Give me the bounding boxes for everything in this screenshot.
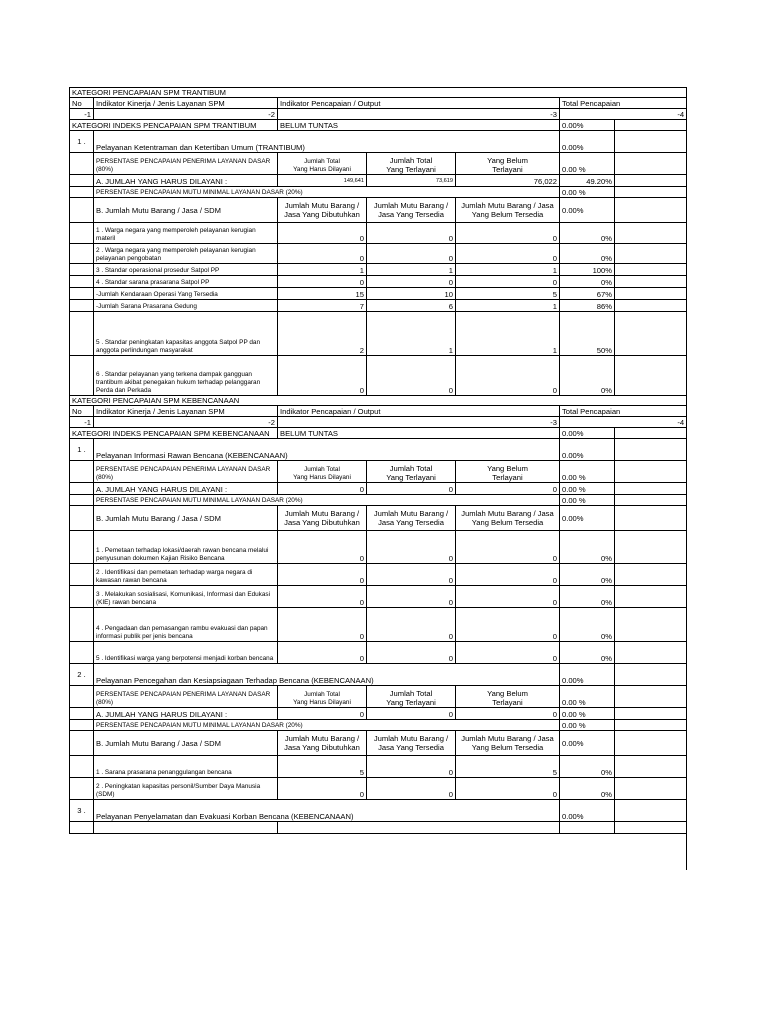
- value-tersedia: 6: [367, 300, 456, 312]
- blank-row: [70, 822, 687, 834]
- indicator-label: 2 . Warga negara yang memperoleh pelayanan kerugian pelayanan pengobatan: [94, 244, 278, 264]
- value-dibutuhkan: 0: [278, 223, 367, 244]
- header-line: Yang Belum: [487, 689, 528, 698]
- index-status: BELUM TUNTAS: [278, 120, 560, 131]
- index-value: 0.00%: [560, 428, 615, 439]
- col-belum: [456, 153, 560, 175]
- value-belum-tersedia: 0: [456, 356, 560, 396]
- empty-cell: [615, 300, 687, 312]
- value-tersedia: 1: [367, 312, 456, 356]
- value-belum-tersedia: 1: [456, 264, 560, 276]
- empty-cell: [70, 731, 94, 756]
- indicator-label: 5 . Standar peningkatan kapasitas anggota Satpol PP dan anggota perlindungan masyarakat: [94, 312, 278, 356]
- value-belum-tersedia: 0: [456, 586, 560, 608]
- header-line: Jumlah Total: [389, 156, 433, 165]
- col-total-harus: [278, 686, 367, 708]
- empty-cell: [615, 564, 687, 586]
- penerima-label: PERSENTASE PENCAPAIAN PENERIMA LAYANAN DASAR (80%): [94, 461, 278, 483]
- column-number-row: [70, 109, 687, 120]
- empty-cell: [70, 506, 94, 531]
- service-row: [70, 800, 687, 822]
- service-name: Pelayanan Pencegahan dan Kesiapsiagaan Terhadap Bencana (KEBENCANAAN): [94, 664, 560, 686]
- spm-table: [69, 87, 687, 834]
- value-terlayani: 0: [367, 483, 456, 495]
- header-line: Jumlah Total: [389, 464, 433, 473]
- header-line: Yang Harus Dilayani: [293, 474, 351, 481]
- section-title: KATEGORI PENCAPAIAN SPM TRANTIBUM: [70, 88, 687, 98]
- value-pct: 67%: [560, 288, 615, 300]
- value-belum: 0: [456, 708, 560, 720]
- empty-cell: [70, 586, 94, 608]
- empty-cell: [70, 495, 94, 506]
- value-tersedia: 0: [367, 356, 456, 396]
- header-line: Yang Terlayani: [386, 473, 436, 482]
- value-pct: 0%: [560, 564, 615, 586]
- section-title-row: [70, 88, 687, 98]
- empty-cell: [615, 495, 687, 506]
- empty-cell: [70, 531, 94, 564]
- column-header-row: [70, 98, 687, 109]
- mutu-header-row: [70, 731, 687, 756]
- value-tersedia: 0: [367, 756, 456, 778]
- empty-cell: [615, 120, 687, 131]
- indicator-label: 5 . Identifikasi warga yang berpotensi menjadi korban bencana: [94, 642, 278, 664]
- mutu-pct-row: [70, 187, 687, 198]
- value-tersedia: 0: [367, 564, 456, 586]
- empty-cell: [70, 642, 94, 664]
- value-belum-tersedia: 0: [456, 564, 560, 586]
- header-line: Jumlah Total: [389, 689, 433, 698]
- penerima-row: [70, 461, 687, 483]
- empty-cell: [278, 822, 560, 834]
- jumlah-harus-row: [70, 708, 687, 720]
- value-terlayani: 0: [367, 708, 456, 720]
- value-dibutuhkan: 0: [278, 244, 367, 264]
- empty-cell: [615, 778, 687, 800]
- value-dibutuhkan: 5: [278, 756, 367, 778]
- value-dibutuhkan: 7: [278, 300, 367, 312]
- empty-cell: [615, 708, 687, 720]
- service-pct: 0.00%: [560, 439, 615, 461]
- penerima-pct: 0.00 %: [560, 153, 615, 175]
- mutu-pct: 0.00 %: [560, 187, 615, 198]
- col-total-terlayani: [367, 686, 456, 708]
- value-tersedia: 1: [367, 264, 456, 276]
- value-tersedia: 0: [367, 642, 456, 664]
- indicator-row: [70, 642, 687, 664]
- value-dibutuhkan: 0: [278, 586, 367, 608]
- empty-cell: [94, 822, 278, 834]
- empty-cell: [615, 731, 687, 756]
- indicator-row: [70, 778, 687, 800]
- value-belum-tersedia: 0: [456, 276, 560, 288]
- service-name: Pelayanan Informasi Rawan Bencana (KEBENCANAAN): [94, 439, 560, 461]
- jumlah-harus-label: A. JUMLAH YANG HARUS DILAYANI :: [94, 483, 278, 495]
- value-pct: 0%: [560, 276, 615, 288]
- col-no-header: No: [70, 406, 94, 417]
- index-status: BELUM TUNTAS: [278, 428, 560, 439]
- mutu-pct-row: [70, 720, 687, 731]
- empty-cell: [70, 187, 94, 198]
- mutu-col-tersedia: Jumlah Mutu Barang / Jasa Yang Tersedia: [367, 506, 456, 531]
- empty-cell: [615, 153, 687, 175]
- b-pct: 0.00%: [560, 731, 615, 756]
- value-harus: 149,641: [278, 175, 367, 187]
- empty-cell: [70, 276, 94, 288]
- col-belum: [456, 461, 560, 483]
- col-number: -2: [94, 109, 278, 120]
- empty-cell: [615, 686, 687, 708]
- indicator-row: [70, 531, 687, 564]
- empty-cell: [70, 708, 94, 720]
- header-line: Terlayani: [492, 698, 523, 707]
- col-total-header: Total Pencapaian: [560, 406, 687, 417]
- mutu-label: PERSENTASE PENCAPAIAN MUTU MINIMAL LAYANAN DASAR (20%): [94, 495, 560, 506]
- indicator-label: 1 . Sarana prasarana penanggulangan bencana: [94, 756, 278, 778]
- value-tersedia: 0: [367, 223, 456, 244]
- indicator-row: [70, 608, 687, 642]
- penerima-pct: 0.00 %: [560, 461, 615, 483]
- value-dibutuhkan: 0: [278, 608, 367, 642]
- b-label: B. Jumlah Mutu Barang / Jasa / SDM: [94, 198, 278, 223]
- empty-cell: [615, 198, 687, 223]
- value-tersedia: 0: [367, 244, 456, 264]
- col-number: -3: [278, 417, 560, 428]
- empty-cell: [70, 244, 94, 264]
- index-value: 0.00%: [560, 120, 615, 131]
- spm-spreadsheet: [69, 87, 686, 834]
- indicator-label: 6 . Standar pelayanan yang terkena dampak gangguan trantibum akibat penegakan hukum terhadap pelanggaran Perda dan Perkada: [94, 356, 278, 396]
- indicator-row: [70, 586, 687, 608]
- value-belum-tersedia: 0: [456, 608, 560, 642]
- value-pct: 50%: [560, 312, 615, 356]
- mutu-pct: 0.00 %: [560, 495, 615, 506]
- mutu-pct: 0.00 %: [560, 720, 615, 731]
- index-row: [70, 120, 687, 131]
- value-tersedia: 0: [367, 531, 456, 564]
- empty-cell: [615, 461, 687, 483]
- empty-cell: [70, 686, 94, 708]
- empty-cell: [70, 756, 94, 778]
- value-belum-tersedia: 5: [456, 288, 560, 300]
- value-dibutuhkan: 0: [278, 778, 367, 800]
- col-indicator-header: Indikator Kinerja / Jenis Layanan SPM: [94, 98, 278, 109]
- empty-cell: [615, 483, 687, 495]
- header-line: Terlayani: [492, 165, 523, 174]
- empty-cell: [615, 356, 687, 396]
- col-total-harus: [278, 461, 367, 483]
- value-pct: 0%: [560, 244, 615, 264]
- empty-cell: [615, 131, 687, 153]
- value-pct: 0%: [560, 223, 615, 244]
- indicator-row: [70, 244, 687, 264]
- indicator-label: 4 . Standar sarana prasarana Satpol PP: [94, 276, 278, 288]
- header-line: Terlayani: [492, 473, 523, 482]
- service-pct: 0.00%: [560, 664, 615, 686]
- header-line: Yang Terlayani: [386, 165, 436, 174]
- value-pct: 0%: [560, 586, 615, 608]
- service-pct: 0.00%: [560, 131, 615, 153]
- b-pct: 0.00%: [560, 506, 615, 531]
- index-label: KATEGORI INDEKS PENCAPAIAN SPM KEBENCANAAN: [70, 428, 278, 439]
- header-line: Yang Belum: [487, 156, 528, 165]
- header-line: Jumlah Total: [304, 158, 340, 165]
- indicator-row: [70, 276, 687, 288]
- empty-cell: [615, 720, 687, 731]
- indicator-label: 3 . Standar operasional prosedur Satpol PP: [94, 264, 278, 276]
- service-number: 2 .: [70, 664, 94, 686]
- jumlah-harus-row: [70, 175, 687, 187]
- empty-cell: [70, 300, 94, 312]
- indicator-row: [70, 288, 687, 300]
- empty-cell: [615, 506, 687, 531]
- penerima-label: PERSENTASE PENCAPAIAN PENERIMA LAYANAN DASAR (80%): [94, 153, 278, 175]
- value-pct: 100%: [560, 264, 615, 276]
- jumlah-harus-label: A. JUMLAH YANG HARUS DILAYANI :: [94, 708, 278, 720]
- empty-cell: [615, 187, 687, 198]
- index-row: [70, 428, 687, 439]
- value-pct: 0%: [560, 756, 615, 778]
- empty-cell: [615, 586, 687, 608]
- empty-cell: [70, 288, 94, 300]
- col-output-header: Indikator Pencapaian / Output: [278, 98, 560, 109]
- service-name: Pelayanan Penyelamatan dan Evakuasi Korban Bencana (KEBENCANAAN): [94, 800, 560, 822]
- mutu-pct-row: [70, 495, 687, 506]
- empty-cell: [615, 244, 687, 264]
- empty-cell: [615, 642, 687, 664]
- value-dibutuhkan: 2: [278, 312, 367, 356]
- column-header-row: [70, 406, 687, 417]
- service-number: 3 .: [70, 800, 94, 822]
- indicator-label: 2 . Peningkatan kapasitas personil/Sumber Daya Manusia (SDM): [94, 778, 278, 800]
- section-title: KATEGORI PENCAPAIAN SPM KEBENCANAAN: [70, 396, 687, 406]
- mutu-col-belum: Jumlah Mutu Barang / Jasa Yang Belum Tersedia: [456, 731, 560, 756]
- b-label: B. Jumlah Mutu Barang / Jasa / SDM: [94, 506, 278, 531]
- value-belum: 0: [456, 483, 560, 495]
- indicator-row: [70, 312, 687, 356]
- value-pct: 0.00 %: [560, 483, 615, 495]
- value-tersedia: 0: [367, 276, 456, 288]
- mutu-header-row: [70, 198, 687, 223]
- empty-cell: [615, 756, 687, 778]
- indicator-row: [70, 756, 687, 778]
- value-terlayani: 73,619: [367, 175, 456, 187]
- jumlah-harus-label: A. JUMLAH YANG HARUS DILAYANI :: [94, 175, 278, 187]
- col-number: -1: [70, 109, 94, 120]
- indicator-row: [70, 356, 687, 396]
- value-tersedia: 0: [367, 778, 456, 800]
- indicator-label: 1 . Pemetaan terhadap lokasi/daerah rawan bencana melalui penyusunan dokumen Kajian Risiko Bencana: [94, 531, 278, 564]
- value-belum-tersedia: 5: [456, 756, 560, 778]
- col-indicator-header: Indikator Kinerja / Jenis Layanan SPM: [94, 406, 278, 417]
- col-belum: [456, 686, 560, 708]
- col-total-terlayani: [367, 153, 456, 175]
- col-number: -2: [94, 417, 278, 428]
- indicator-label: -Jumlah Kendaraan Operasi Yang Tersedia: [94, 288, 278, 300]
- service-row: [70, 439, 687, 461]
- value-dibutuhkan: 0: [278, 531, 367, 564]
- header-line: Jumlah Total: [304, 691, 340, 698]
- value-dibutuhkan: 0: [278, 276, 367, 288]
- value-belum-tersedia: 1: [456, 300, 560, 312]
- indicator-row: [70, 264, 687, 276]
- b-label: B. Jumlah Mutu Barang / Jasa / SDM: [94, 731, 278, 756]
- empty-cell: [615, 312, 687, 356]
- col-output-header: Indikator Pencapaian / Output: [278, 406, 560, 417]
- value-pct: 0%: [560, 778, 615, 800]
- indicator-label: -Jumlah Sarana Prasarana Gedung: [94, 300, 278, 312]
- value-belum-tersedia: 0: [456, 642, 560, 664]
- empty-cell: [615, 439, 687, 461]
- mutu-col-dibutuhkan: Jumlah Mutu Barang / Jasa Yang Dibutuhkan: [278, 731, 367, 756]
- value-pct: 0%: [560, 608, 615, 642]
- mutu-col-dibutuhkan: Jumlah Mutu Barang / Jasa Yang Dibutuhkan: [278, 198, 367, 223]
- col-number: -4: [560, 109, 687, 120]
- empty-cell: [615, 664, 687, 686]
- col-number: -1: [70, 417, 94, 428]
- column-number-row: [70, 417, 687, 428]
- value-dibutuhkan: 0: [278, 564, 367, 586]
- section-title-row: [70, 396, 687, 406]
- penerima-label: PERSENTASE PENCAPAIAN PENERIMA LAYANAN DASAR (80%): [94, 686, 278, 708]
- index-label: KATEGORI INDEKS PENCAPAIAN SPM TRANTIBUM: [70, 120, 278, 131]
- indicator-row: [70, 564, 687, 586]
- mutu-col-belum: Jumlah Mutu Barang / Jasa Yang Belum Tersedia: [456, 506, 560, 531]
- empty-cell: [615, 288, 687, 300]
- empty-cell: [70, 608, 94, 642]
- service-pct: 0.00%: [560, 800, 615, 822]
- value-tersedia: 0: [367, 608, 456, 642]
- empty-cell: [70, 153, 94, 175]
- value-pct: 0.00 %: [560, 708, 615, 720]
- indicator-row: [70, 300, 687, 312]
- value-pct: 0%: [560, 531, 615, 564]
- empty-cell: [560, 822, 615, 834]
- header-line: Yang Harus Dilayani: [293, 699, 351, 706]
- empty-cell: [70, 312, 94, 356]
- empty-cell: [615, 608, 687, 642]
- indicator-label: 1 . Warga negara yang memperoleh pelayanan kerugian materil: [94, 223, 278, 244]
- service-row: [70, 131, 687, 153]
- empty-cell: [70, 356, 94, 396]
- value-pct: 0%: [560, 356, 615, 396]
- value-harus: 0: [278, 708, 367, 720]
- empty-cell: [70, 564, 94, 586]
- value-dibutuhkan: 1: [278, 264, 367, 276]
- col-number: -3: [278, 109, 560, 120]
- empty-cell: [615, 264, 687, 276]
- header-line: Yang Belum: [487, 464, 528, 473]
- col-total-harus: [278, 153, 367, 175]
- value-belum-tersedia: 1: [456, 312, 560, 356]
- value-belum-tersedia: 0: [456, 244, 560, 264]
- empty-cell: [615, 428, 687, 439]
- header-line: Yang Terlayani: [386, 698, 436, 707]
- empty-cell: [70, 175, 94, 187]
- value-pct: 86%: [560, 300, 615, 312]
- empty-cell: [615, 175, 687, 187]
- mutu-col-dibutuhkan: Jumlah Mutu Barang / Jasa Yang Dibutuhkan: [278, 506, 367, 531]
- header-line: Yang Harus Dilayani: [293, 166, 351, 173]
- col-no-header: No: [70, 98, 94, 109]
- col-total-terlayani: [367, 461, 456, 483]
- value-belum-tersedia: 0: [456, 531, 560, 564]
- value-dibutuhkan: 15: [278, 288, 367, 300]
- mutu-label: PERSENTASE PENCAPAIAN MUTU MINIMAL LAYANAN DASAR (20%): [94, 720, 560, 731]
- b-pct: 0.00%: [560, 198, 615, 223]
- indicator-label: 3 . Melakukan sosialisasi, Komunikasi, Informasi dan Edukasi (KIE) rawan bencana: [94, 586, 278, 608]
- header-line: Jumlah Total: [304, 466, 340, 473]
- mutu-header-row: [70, 506, 687, 531]
- empty-cell: [70, 720, 94, 731]
- empty-cell: [70, 778, 94, 800]
- mutu-col-tersedia: Jumlah Mutu Barang / Jasa Yang Tersedia: [367, 198, 456, 223]
- empty-cell: [70, 822, 94, 834]
- mutu-col-belum: Jumlah Mutu Barang / Jasa Yang Belum Tersedia: [456, 198, 560, 223]
- value-belum-tersedia: 0: [456, 778, 560, 800]
- penerima-row: [70, 153, 687, 175]
- service-row: [70, 664, 687, 686]
- mutu-label: PERSENTASE PENCAPAIAN MUTU MINIMAL LAYANAN DASAR (20%): [94, 187, 560, 198]
- empty-cell: [70, 461, 94, 483]
- penerima-pct: 0.00 %: [560, 686, 615, 708]
- jumlah-harus-row: [70, 483, 687, 495]
- service-name: Pelayanan Ketentraman dan Ketertiban Umum (TRANTIBUM): [94, 131, 560, 153]
- empty-cell: [70, 198, 94, 223]
- value-pct: 49.20%: [560, 175, 615, 187]
- empty-cell: [70, 483, 94, 495]
- service-number: 1 .: [70, 439, 94, 461]
- col-total-header: Total Pencapaian: [560, 98, 687, 109]
- empty-cell: [615, 822, 687, 834]
- empty-cell: [615, 800, 687, 822]
- value-belum: 76,022: [456, 175, 560, 187]
- penerima-row: [70, 686, 687, 708]
- value-belum-tersedia: 0: [456, 223, 560, 244]
- value-tersedia: 0: [367, 586, 456, 608]
- value-dibutuhkan: 0: [278, 356, 367, 396]
- empty-cell: [615, 223, 687, 244]
- indicator-label: 4 . Pengadaan dan pemasangan rambu evakuasi dan papan informasi publik per jenis bencana: [94, 608, 278, 642]
- empty-cell: [70, 264, 94, 276]
- value-harus: 0: [278, 483, 367, 495]
- col-number: -4: [560, 417, 687, 428]
- empty-cell: [615, 531, 687, 564]
- empty-cell: [70, 223, 94, 244]
- indicator-label: 2 . Identifikasi dan pemetaan terhadap warga negara di kawasan rawan bencana: [94, 564, 278, 586]
- empty-cell: [615, 276, 687, 288]
- value-pct: 0%: [560, 642, 615, 664]
- value-tersedia: 10: [367, 288, 456, 300]
- value-dibutuhkan: 0: [278, 642, 367, 664]
- mutu-col-tersedia: Jumlah Mutu Barang / Jasa Yang Tersedia: [367, 731, 456, 756]
- indicator-row: [70, 223, 687, 244]
- service-number: 1 .: [70, 131, 94, 153]
